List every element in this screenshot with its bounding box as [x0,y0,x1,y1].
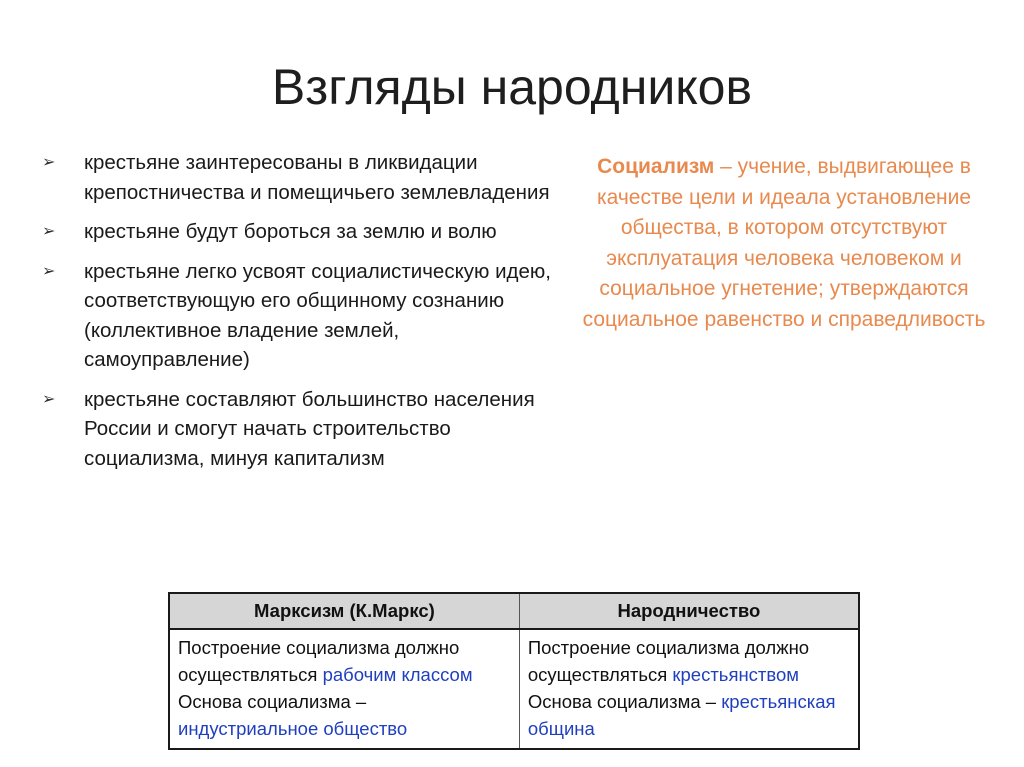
cell-line [178,688,511,742]
cell-text: Основа социализма – [178,691,367,712]
cell-text: Построение социализма должно осуществляться [178,637,460,685]
bullet-text: крестьяне легко усвоят социалистическую идею, соответствующую его общинному сознанию (коллективное владение землей, самоуправление) [84,259,551,371]
cell-line [528,634,850,688]
cell-highlight: крестьянством [672,664,800,685]
arrow-bullet-icon: ➢ [42,262,56,280]
bullet-list [42,148,557,483]
cell-line [178,634,511,688]
definition-text: – учение, выдвигающее в качестве цели и идеала установление общества, в котором отсутствуют эксплуатация человека человеком и социальное угнетение; утверждаются социальное равенство и справедливость [582,155,986,331]
bullet-text: крестьяне составляют большинство населения России и смогут начать строительство социализма, минуя капитализм [84,387,535,470]
socialism-definition [578,152,990,335]
comparison-table [168,592,860,750]
cell-text: Основа социализма – [527,691,722,712]
table-header-row [169,593,859,629]
bullet-text: крестьяне заинтересованы в ликвидации крепостничества и помещичьего землевладения [84,151,550,204]
table-row [169,629,859,749]
cell-highlight: рабочим классом [322,664,473,685]
narodnichestvo-cell [519,629,859,749]
bullet-item [42,148,557,207]
bullet-text: крестьяне будут бороться за землю и волю [84,220,497,243]
arrow-bullet-icon: ➢ [42,390,56,408]
cell-line [528,688,850,742]
bullet-item [42,257,557,375]
bullet-item [42,217,557,247]
cell-highlight: крестьянская община [527,691,836,739]
arrow-bullet-icon: ➢ [42,223,56,240]
definition-term: Социализм [597,155,715,178]
bullet-item [42,385,557,474]
marxism-cell [169,629,519,749]
header-marxism: Марксизм (К.Маркс) [169,593,519,629]
slide-title: Взгляды народников [271,59,753,115]
cell-highlight: индустриальное общество [178,718,408,739]
header-narodnichestvo: Народничество [519,593,859,629]
cell-text: Построение социализма должно осуществляться [527,637,810,685]
arrow-bullet-icon: ➢ [42,154,56,171]
